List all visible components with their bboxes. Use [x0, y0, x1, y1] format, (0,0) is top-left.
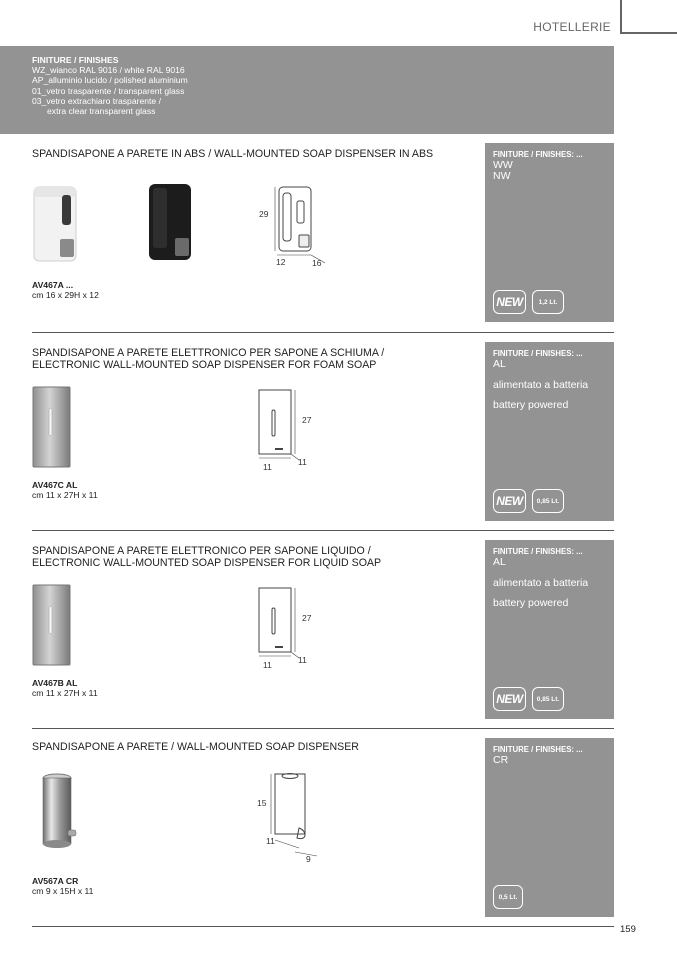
finishes-box-title: FINITURE / FINISHES: ...: [493, 349, 583, 358]
volume-badge: 0,85 Lt.: [532, 489, 564, 513]
product-title-line: SPANDISAPONE A PARETE ELETTRONICO PER SAPONE LIQUIDO /: [32, 545, 371, 557]
dim-depth: 16: [312, 258, 322, 268]
technical-drawing: [255, 185, 335, 270]
corner-divider: [620, 32, 677, 34]
finishes-box-title: FINITURE / FINISHES: ...: [493, 150, 583, 159]
product-title: SPANDISAPONE A PARETE / WALL-MOUNTED SOAP DISPENSER: [32, 741, 359, 753]
finish-code: AL: [493, 358, 506, 370]
product-dimensions: cm 11 x 27H x 11: [32, 688, 98, 698]
new-badge: NEW: [493, 687, 526, 711]
dim-width: 12: [276, 257, 286, 267]
technical-drawing: [255, 388, 325, 473]
dim-height: 15: [257, 798, 267, 808]
volume-badge: 0,5 Lt.: [493, 885, 523, 909]
product-title-line: ELECTRONIC WALL-MOUNTED SOAP DISPENSER FOR LIQUID SOAP: [32, 556, 382, 569]
page-number: 159: [620, 924, 636, 935]
product-photo-steel: [32, 584, 72, 666]
product-code: AV467C AL: [32, 480, 78, 490]
finish-code: AL: [493, 556, 506, 568]
finishes-legend-line: WZ_wianco RAL 9016 / white RAL 9016: [32, 65, 185, 76]
product-title: [32, 546, 452, 569]
finishes-box: [485, 540, 614, 719]
product-photo-chrome: [38, 772, 80, 854]
dim-depth: 11: [298, 457, 307, 467]
finishes-box: [485, 738, 614, 917]
volume-badge: 1,2 Lt.: [532, 290, 564, 314]
section-divider: [32, 530, 614, 531]
dim-width: 11: [263, 660, 272, 670]
new-badge: NEW: [493, 489, 526, 513]
product-title: SPANDISAPONE A PARETE IN ABS / WALL-MOUNTED SOAP DISPENSER IN ABS: [32, 148, 434, 160]
finishes-box-title: FINITURE / FINISHES: ...: [493, 745, 583, 754]
product-title-line: SPANDISAPONE A PARETE ELETTRONICO PER SAPONE A SCHIUMA /: [32, 347, 385, 359]
product-dimensions: cm 9 x 15H x 11: [32, 886, 94, 896]
product-photo-white: [30, 185, 80, 263]
section-title: HOTELLERIE: [533, 20, 611, 34]
dim-width: 11: [263, 462, 272, 472]
finishes-legend-line: extra clear transparent glass: [47, 106, 156, 117]
technical-drawing: [255, 586, 325, 671]
finishes-box: [485, 342, 614, 521]
product-code: AV467A ...: [32, 280, 74, 290]
section-divider: [32, 332, 614, 333]
dim-height: 27: [302, 613, 312, 623]
dim-height: 27: [302, 415, 312, 425]
product-code: AV467B AL: [32, 678, 78, 688]
volume-badge: 0,85 Lt.: [532, 687, 564, 711]
product-dimensions: cm 16 x 29H x 12: [32, 290, 99, 300]
power-note-it: alimentato a batteria: [493, 576, 589, 589]
product-dimensions: cm 11 x 27H x 11: [32, 490, 98, 500]
finishes-legend-title: FINITURE / FINISHES: [32, 55, 119, 65]
footer-divider: [32, 926, 614, 927]
dim-height: 29: [259, 209, 269, 219]
finishes-box-title: FINITURE / FINISHES: ...: [493, 547, 583, 556]
finishes-legend: [0, 46, 614, 134]
dim-depth: 11: [298, 655, 307, 665]
product-title: [32, 348, 452, 371]
power-note-en: battery powered: [493, 398, 569, 411]
dim-depth: 9: [306, 854, 311, 864]
finishes-legend-line: 01_vetro trasparente / transparent glass: [32, 85, 185, 96]
product-photo-black: [145, 183, 195, 263]
finishes-box: [485, 143, 614, 322]
product-photo-steel: [32, 386, 72, 468]
corner-divider: [620, 0, 622, 33]
finishes-legend-line: AP_alluminio lucido / polished aluminium: [32, 75, 188, 86]
new-badge: NEW: [493, 290, 526, 314]
product-title-line: ELECTRONIC WALL-MOUNTED SOAP DISPENSER FOR FOAM SOAP: [32, 358, 377, 371]
finish-code: CR: [493, 754, 509, 766]
power-note-it: alimentato a batteria: [493, 378, 589, 391]
finishes-legend-line: 03_vetro extrachiaro trasparente /: [32, 95, 161, 106]
product-code: AV567A CR: [32, 876, 79, 886]
power-note-en: battery powered: [493, 596, 569, 609]
section-divider: [32, 728, 614, 729]
finish-code: NW: [493, 169, 511, 182]
finish-code: WW: [493, 159, 513, 171]
technical-drawing: [255, 770, 335, 865]
dim-width: 11: [266, 836, 275, 846]
